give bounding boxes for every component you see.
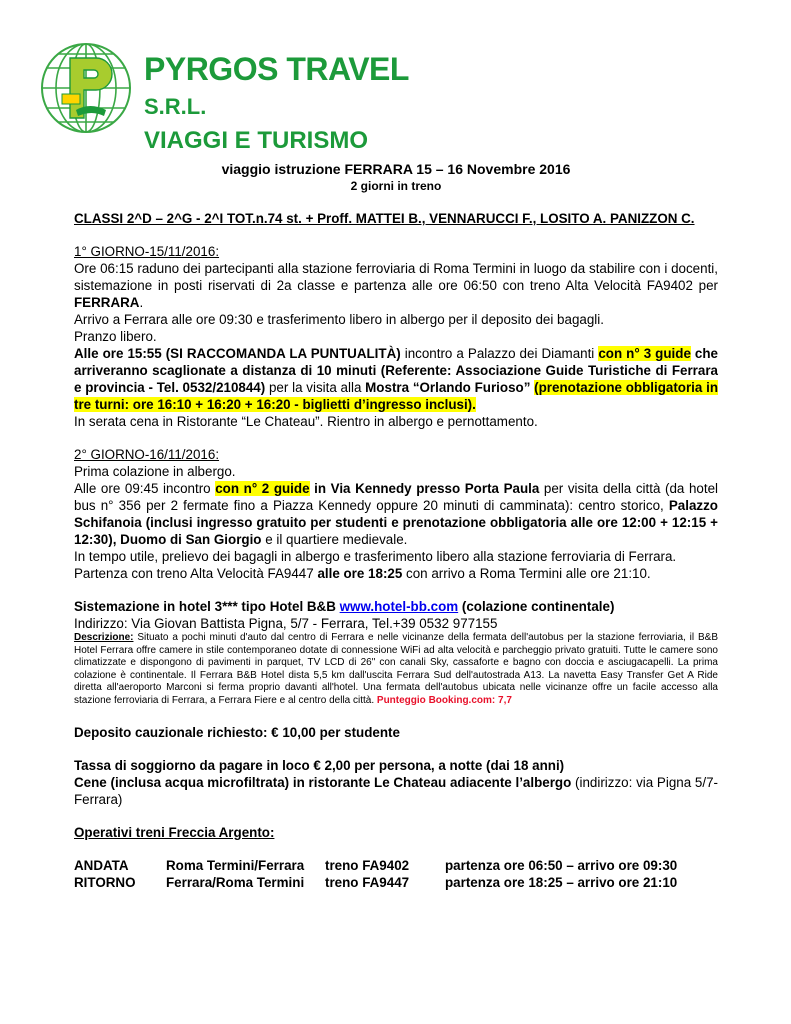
globe-logo-icon bbox=[40, 42, 132, 134]
tax-line: Tassa di soggiorno da pagare in loco € 2,00 per persona, a notte (dai 18 anni) bbox=[74, 757, 565, 773]
hotel-heading: Sistemazione in hotel 3*** tipo Hotel B&B www.hotel-bb.com (colazione continentale) bbox=[74, 599, 615, 614]
letterhead bbox=[40, 42, 460, 154]
day2-departure: Partenza con treno Alta Velocità FA9447 alle ore 18:25 con arrivo a Roma Termini alle ore 21:10. bbox=[74, 566, 651, 581]
document-body bbox=[74, 160, 718, 891]
hotel-website-link[interactable]: www.hotel-bb.com bbox=[339, 599, 459, 614]
trip-subtitle: 2 giorni in treno bbox=[350, 179, 442, 193]
day1-arrival: Arrivo a Ferrara alle ore 09:30 e trasferimento libero in albergo per il deposito dei bagagli. bbox=[74, 312, 604, 327]
hotel-description: Descrizione: Situato a pochi minuti d'auto dal centro di Ferrara e nelle vicinanze della fermata dell'autobus per la stazione ferroviaria, il B&B Hotel Ferrara offre camere in stile contemporaneo dotate di connessione WiFi ad alta velocità e parcheggio privato gratuiti. Tutte le camere sono climatizzate e dispongono di pavimenti in parquet, TV LCD di 26" con canali Sky, cassaforte e bagno con doccia e asciugacapelli. La prima colazione è continentale. Il Ferrara B&B Hotel dista 5,5 km dall'uscita Ferrara Sud dell'autostrada A13. La navetta Easy Transfer Get A Ride diretta all'aeroporto Marconi si ferma proprio davanti all'hotel. Una fermata dell'autobus ubicata nelle vicinanze offre un facile accesso alla stazione ferroviaria di Ferrara, a Ferrara Fiere e al centro della città. Punteggio Booking.com: 7,7 bbox=[74, 632, 718, 706]
day2-visit: Alle ore 09:45 incontro con n° 2 guide in Via Kennedy presso Porta Paula per visita della città (da hotel bus n° 356 per 2 fermate fino a Piazza Kennedy oppure 20 minuti di camminata): centro storico, Palazzo Schifanoia (inclusi ingresso gratuito per studenti e prenotazione obbligatoria alle ore 12:00 + 12:15 + 12:30), Duomo di San Giorgio e il quartiere medievale. bbox=[74, 481, 718, 547]
day2-luggage: In tempo utile, prelievo dei bagagli in albergo e trasferimento libero alla stazione ferroviaria di Ferrara. bbox=[74, 549, 677, 564]
day2-breakfast: Prima colazione in albergo. bbox=[74, 464, 236, 479]
trip-title: viaggio istruzione FERRARA 15 – 16 Novembre 2016 bbox=[221, 161, 571, 177]
day1-evening: In serata cena in Ristorante “Le Chateau”. Rientro in albergo e pernottamento. bbox=[74, 414, 538, 429]
deposit-line: Deposito cauzionale richiesto: € 10,00 per studente bbox=[74, 724, 400, 740]
company-subtitle: VIAGGI E TURISMO bbox=[144, 127, 369, 154]
company-name: PYRGOS TRAVEL S.R.L. bbox=[144, 51, 409, 119]
dinner-line: Cene (inclusa acqua microfiltrata) in ristorante Le Chateau adiacente l’albergo (indirizzo: via Pigna 5/7-Ferrara) bbox=[74, 774, 718, 807]
day2-heading: 2° GIORNO-16/11/2016: bbox=[74, 447, 220, 462]
day1-visit: Alle ore 15:55 (SI RACCOMANDA LA PUNTUALITÀ) incontro a Palazzo dei Diamanti con n° 3 guide che arriveranno scaglionate a distanza di 10 minuti (Referente: Associazione Guide Turistiche di Ferrara e provincia - Tel. 0532/210844) per la visita alla Mostra “Orlando Furioso” (prenotazione obbligatoria in tre turni: ore 16:10 + 16:20 + 16:20 - biglietti d’ingresso inclusi). bbox=[74, 346, 719, 412]
table-row: ANDATA Roma Termini/Ferrara treno FA9402 partenza ore 06:50 – arrivo ore 09:30 bbox=[74, 857, 678, 873]
hotel-address: Indirizzo: Via Giovan Battista Pigna, 5/7 - Ferrara, Tel.+39 0532 977155 bbox=[74, 616, 498, 631]
table-row: RITORNO Ferrara/Roma Termini treno FA9447 partenza ore 18:25 – arrivo ore 21:10 bbox=[74, 874, 678, 890]
day1-paragraph: Ore 06:15 raduno dei partecipanti alla stazione ferroviaria di Roma Termini in luogo da stabilire con i docenti, sistemazione in posti riservati di 2a classe e partenza alle ore 06:50 con treno Alta Velocità FA9402 per FERRARA. bbox=[74, 261, 718, 310]
day1-heading: 1° GIORNO-15/11/2016: bbox=[74, 244, 220, 259]
company-name-block bbox=[144, 52, 460, 156]
classes-line: CLASSI 2^D – 2^G - 2^I TOT.n.74 st. + Proff. MATTEI B., VENNARUCCI F., LOSITO A. PANIZZON C. bbox=[74, 211, 695, 226]
trains-table bbox=[74, 857, 677, 891]
day1-lunch: Pranzo libero. bbox=[74, 329, 157, 344]
trains-heading: Operativi treni Freccia Argento: bbox=[74, 824, 275, 840]
